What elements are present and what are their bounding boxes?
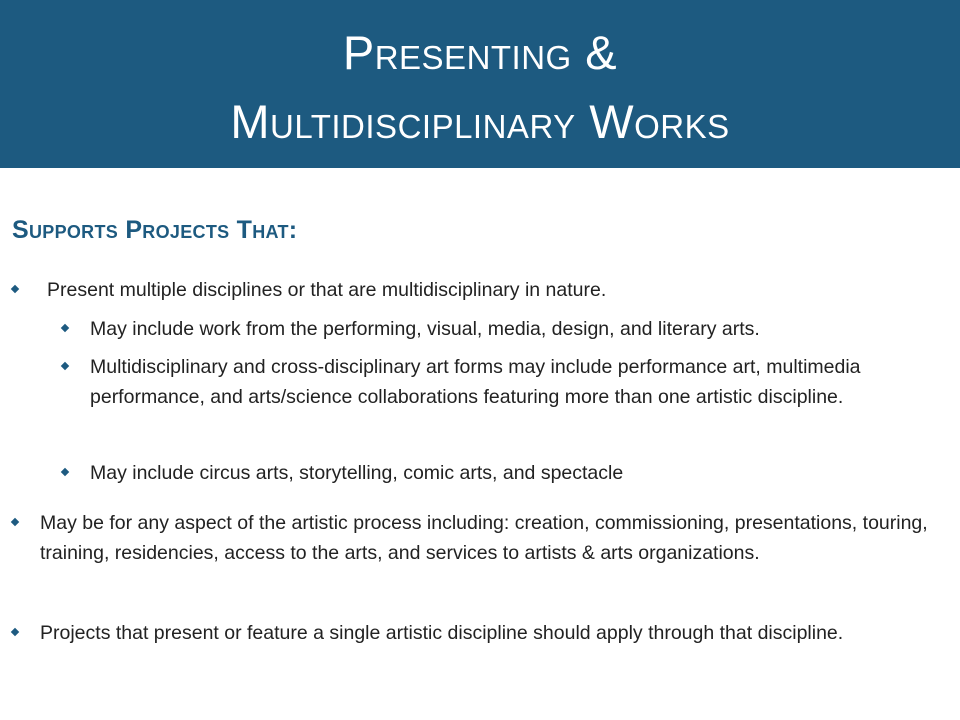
bullet-text: May include work from the performing, visual, media, design, and literary arts. <box>90 318 760 340</box>
diamond-bullet-icon <box>61 362 69 370</box>
title-banner <box>0 0 960 168</box>
bullet-text: Projects that present or feature a single artistic discipline should apply through that discipline. <box>40 622 844 644</box>
bullet-text: May include circus arts, storytelling, comic arts, and spectacle <box>90 462 624 484</box>
diamond-bullet-icon <box>61 468 69 476</box>
bullet-text: Multidisciplinary and cross-disciplinary art forms may include performance art, multimedia performance, and arts/science collaborations featuring more than one artistic discipline. <box>90 356 861 408</box>
slide-title-line-1: Presenting & <box>342 26 618 79</box>
diamond-bullet-icon <box>11 518 19 526</box>
diamond-bullet-icon <box>11 285 19 293</box>
diamond-bullet-icon <box>61 324 69 332</box>
slide-body <box>0 168 960 720</box>
section-heading: Supports Projects That: <box>12 216 298 244</box>
slide-title-line-2: Multidisciplinary Works <box>230 95 730 148</box>
bullet-text: Present multiple disciplines or that are multidisciplinary in nature. <box>47 279 607 301</box>
bullet-text: May be for any aspect of the artistic process including: creation, commissioning, presentations, touring, training, residencies, access to the arts, and services to artists & arts organizations. <box>40 512 928 564</box>
diamond-bullet-icon <box>11 628 19 636</box>
